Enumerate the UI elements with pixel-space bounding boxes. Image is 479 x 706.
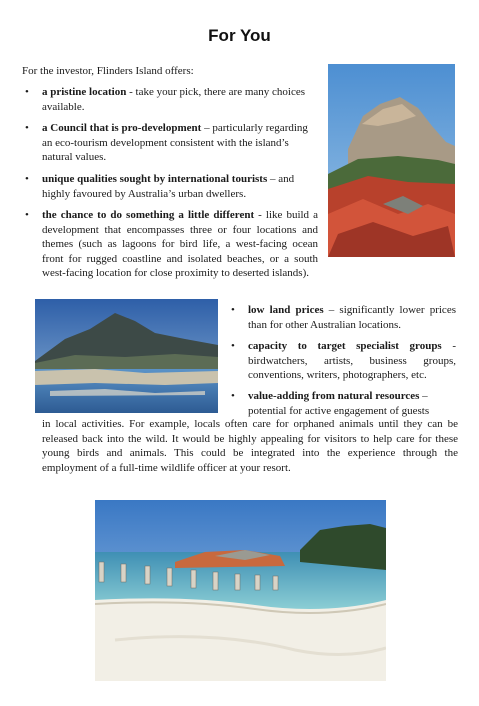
- photo-lagoon-mountains-image: [35, 299, 218, 413]
- bullet-dot: •: [231, 304, 235, 316]
- bullet-something-different: [25, 208, 318, 281]
- bullet-separator: –: [323, 304, 340, 316]
- bullet-heading: value-adding from natural resources: [248, 390, 420, 402]
- bullet-natural-resources: [231, 389, 460, 418]
- bullet-heading: unique qualities sought by international tourists: [42, 173, 268, 185]
- bullet-dot: •: [231, 390, 235, 402]
- bullet-text: potential for active engagement of guests: [248, 404, 430, 417]
- bullet-separator: -: [254, 209, 266, 221]
- bullet-heading: the chance to do something a little different: [42, 209, 255, 221]
- photo-beach-jetty-image: [95, 500, 386, 681]
- bullet-heading: capacity to target specialist groups: [248, 340, 442, 352]
- wildlife-paragraph: in local activities. For example, locals often care for orphaned animals until they can be released back into the wild. It would be highly appealing for visitors to help care for these young birds and animals. This could be integrated into the experience through the employment of a full-time wildlife officer at your resort.: [42, 418, 458, 474]
- bullet-dot: •: [25, 122, 29, 134]
- photo-granite-peak-image: [328, 64, 455, 257]
- bullet-dot: •: [25, 209, 29, 221]
- bullet-text: and highly favoured by Australia’s urban dwellers.: [42, 173, 295, 200]
- bullet-council: [25, 121, 318, 165]
- bullet-pristine-location: [25, 85, 318, 114]
- bullet-dot: •: [25, 173, 29, 185]
- bullet-text: birdwatchers, artists, business groups, conventions, writers, photographers, etc.: [248, 354, 456, 381]
- intro-text: For the investor, Flinders Island offers:: [22, 65, 194, 77]
- bullet-text: like build a development that encompasses three or four locations and themes (such as lagoons for bird life, a west-facing ocean front for rugged coastline and isolated beaches, or a south west-facing location for close proximity to deserted islands).: [42, 209, 318, 279]
- bullet-international-tourists: [25, 172, 318, 201]
- photo-beach-jetty: [95, 500, 386, 681]
- bullet-text: particularly regarding an eco-tourism development consistent with the island’s natural values.: [42, 122, 308, 163]
- page-title: For You: [208, 26, 271, 45]
- bullet-text: take your pick, there are many choices available.: [42, 86, 306, 113]
- bullet-heading: a Council that is pro-development: [42, 122, 202, 134]
- bullet-heading: low land prices: [248, 304, 324, 316]
- bullet-specialist-groups: [231, 339, 456, 383]
- bullet-dot: •: [25, 86, 29, 98]
- photo-lagoon-mountains: [35, 299, 218, 413]
- bullet-land-prices: [231, 303, 456, 332]
- photo-granite-peak: [328, 64, 455, 257]
- bullet-heading: a pristine location: [42, 86, 127, 98]
- bullet-separator: –: [267, 173, 279, 185]
- bullet-separator: –: [201, 122, 213, 134]
- bullet-separator: -: [441, 340, 456, 352]
- bullet-text: significantly lower prices than for other Australian locations.: [248, 304, 456, 331]
- bullet-dot: •: [231, 340, 235, 352]
- bullet-separator: –: [419, 390, 428, 402]
- bullet-separator: -: [126, 86, 136, 98]
